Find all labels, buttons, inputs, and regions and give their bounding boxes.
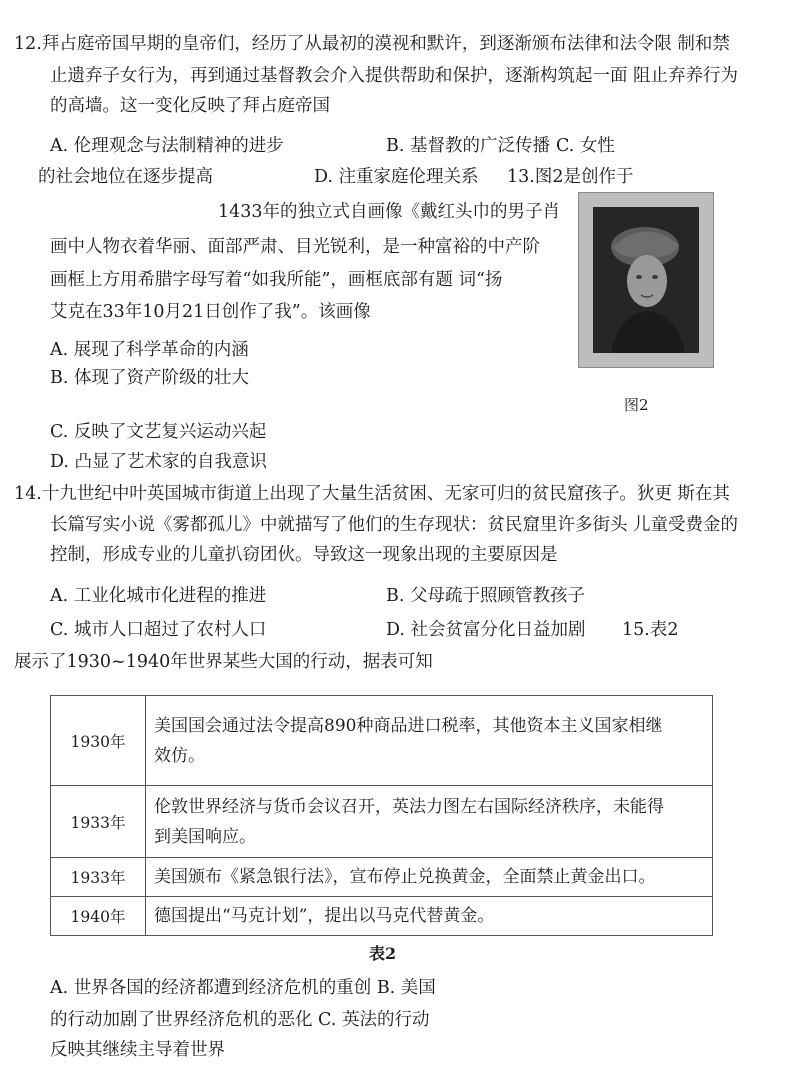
q13-stem-line-3: 画框上方用希腊字母写着“如我所能”，画框底部有题 词“扬 — [50, 270, 503, 290]
table-event-cell — [146, 696, 713, 786]
q14-option-b[interactable]: B. 父母疏于照顾管教孩子 — [386, 586, 585, 606]
portrait-illustration — [593, 207, 699, 353]
table-event-line: 伦敦世界经济与货币会议召开，英法力图左右国际经济秩序，未能得 — [154, 796, 664, 817]
q13-option-b[interactable]: B. 体现了资产阶级的壮大 — [50, 368, 249, 388]
table-event-line: 效仿。 — [154, 745, 205, 766]
table-event-cell — [146, 786, 713, 858]
q14-option-c[interactable]: C. 城市人口超过了农村人口 — [50, 620, 267, 640]
table-event-line: 美国颁布《紧急银行法》，宣布停止兑换黄金，全面禁止黄金出口。 — [154, 867, 656, 887]
table-2 — [50, 695, 713, 936]
table-row — [51, 696, 713, 786]
q14-stem-line-2: 长篇写实小说《雾都孤儿》中就描写了他们的生存现状：贫民窟里许多街头 儿童受费金的 — [50, 515, 739, 535]
q12-stem-line-3: 的高墙。这一变化反映了拜占庭帝国 — [50, 96, 330, 116]
q15-stem-line-1: 展示了1930~1940年世界某些大国的行动，据表可知 — [14, 652, 433, 672]
table-2-caption: 表2 — [369, 944, 397, 963]
q15-intro: 15.表2 — [622, 620, 679, 640]
q13-option-c[interactable]: C. 反映了文艺复兴运动兴起 — [50, 422, 267, 442]
q12-option-d[interactable]: D. 注重家庭伦理关系 — [314, 167, 479, 187]
q13-stem-line-4: 艾克在33年10月21日创作了我”。该画像 — [50, 302, 371, 322]
table-event-line: 美国国会通过法令提高890种商品进口税率，其他资本主义国家相继 — [154, 715, 663, 736]
table-year-cell: 1930年 — [51, 696, 146, 786]
portrait-painting — [593, 207, 699, 353]
table-year-cell: 1933年 — [51, 858, 146, 897]
q15-options-line-2[interactable]: 的行动加剧了世界经济危机的恶化 C. 英法的行动 — [50, 1010, 430, 1030]
q14-option-d[interactable]: D. 社会贫富分化日益加剧 — [386, 620, 586, 640]
q13-stem-line-1: 1433年的独立式自画像《戴红头巾的男子肖 — [218, 202, 561, 222]
q13-option-d[interactable]: D. 凸显了艺术家的自我意识 — [50, 452, 268, 472]
q13-stem-line-2: 画中人物衣着华丽、面部严肃、目光锐利，是一种富裕的中产阶 — [50, 237, 540, 257]
q12-stem-line-1: 12.拜占庭帝国早期的皇帝们，经历了从最初的漠视和默许，到逐渐颁布法律和法令限 制和禁 — [14, 34, 730, 54]
table-event-cell — [146, 858, 713, 897]
q15-options-line-1[interactable]: A. 世界各国的经济都遭到经济危机的重创 B. 美国 — [50, 978, 436, 998]
table-row — [51, 897, 713, 936]
table-event-line: 德国提出“马克计划”，提出以马克代替黄金。 — [154, 906, 495, 926]
table-row — [51, 858, 713, 897]
table-year-cell: 1940年 — [51, 897, 146, 936]
figure-2-portrait — [578, 192, 714, 368]
q14-stem-line-3: 控制，形成专业的儿童扒窃团伙。导致这一现象出现的主要原因是 — [50, 545, 558, 565]
q15-options-line-3[interactable]: 反映其继续主导着世界 — [50, 1040, 225, 1060]
table-row — [51, 786, 713, 858]
table-year-cell: 1933年 — [51, 786, 146, 858]
q12-stem-line-2: 止遗弃子女行为，再到通过基督教会介入提供帮助和保护，逐渐构筑起一面 阻止弃养行为 — [50, 66, 739, 86]
q12-option-b[interactable]: B. 基督教的广泛传播 — [386, 136, 550, 156]
q12-option-c-end[interactable]: 的社会地位在逐步提高 — [38, 167, 213, 187]
figure-2-caption: 图2 — [624, 396, 649, 414]
table-event-line: 到美国响应。 — [154, 826, 256, 847]
q12-option-a[interactable]: A. 伦理观念与法制精神的进步 — [50, 136, 284, 156]
q12-option-c-start[interactable]: C. 女性 — [556, 136, 615, 156]
q13-option-a[interactable]: A. 展现了科学革命的内涵 — [50, 340, 249, 360]
table-event-cell — [146, 897, 713, 936]
q14-stem-line-1: 14.十九世纪中叶英国城市街道上出现了大量生活贫困、无家可归的贫民窟孩子。狄更 斯在其 — [14, 484, 730, 504]
q13-intro: 13.图2是创作于 — [507, 167, 634, 187]
q14-option-a[interactable]: A. 工业化城市化进程的推进 — [50, 586, 267, 606]
